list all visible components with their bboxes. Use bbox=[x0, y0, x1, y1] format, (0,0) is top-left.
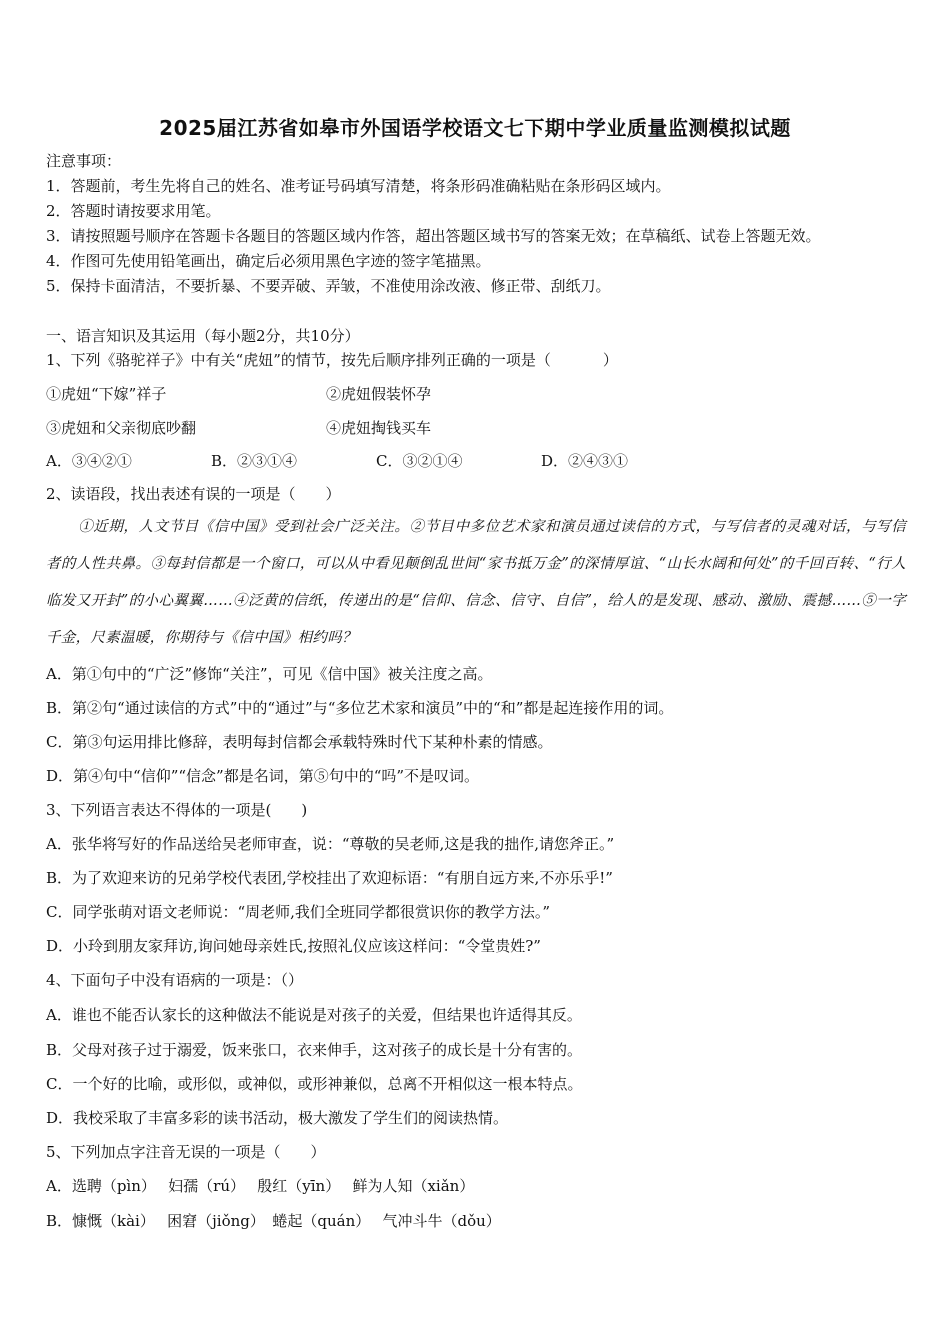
option-d: D．第④句中“信仰”“信念”都是名词，第⑤句中的“吗”不是叹词。 bbox=[46, 767, 480, 785]
option-c: C．一个好的比喻，或形似，或神似，或形神兼似，总离不开相似这一根本特点。 bbox=[46, 1075, 583, 1093]
option-a: A．③④②① bbox=[46, 452, 132, 470]
notice-item: 2．答题时请按要求用笔。 bbox=[46, 202, 221, 220]
question-1-stem bbox=[46, 350, 618, 370]
event-item: ③虎妞和父亲彻底吵翻 bbox=[46, 419, 197, 437]
option-b: B．为了欢迎来访的兄弟学校代表团,学校挂出了欢迎标语：“有朋自远方来,不亦乐乎!” bbox=[46, 869, 613, 887]
passage-text: ①近期，人文节目《信中国》受到社会广泛关注。②节目中多位艺术家和演员通过读信的方式，与写信者的灵魂对话，与写信者的人性共鼻。③每封信都是一个窗口，可以从中看见颠倒乱世间“家书抵万金”的深情厚谊、“山长水阔和何处”的千回百转、“行人临发又开封”的小心翼翼……④泛黄的信纸，传递出的是“信仰、信念、信守、自信”，给人的是发现、感动、激励、震撼……⑤一字千金，尺素温暖，你期待与《信中国》相约吗？ bbox=[46, 519, 906, 646]
question-stem-end: ） bbox=[602, 351, 618, 369]
question-4-stem: 4、下面句子中没有语病的一项是：（） bbox=[46, 971, 304, 989]
notice-item: 1．答题前，考生先将自己的姓名、准考证号码填写清楚，将条形码准确粘贴在条形码区域内。 bbox=[46, 177, 671, 195]
option-a: A．张华将写好的作品送给吴老师审查，说：“尊敬的吴老师,这是我的拙作,请您斧正。” bbox=[46, 835, 615, 853]
question-1-options bbox=[46, 451, 628, 471]
option-c: C．第③句运用排比修辞，表明每封信都会承载特殊时代下某种朴素的情感。 bbox=[46, 733, 553, 751]
option-d: D．我校采取了丰富多彩的读书活动，极大激发了学生们的阅读热情。 bbox=[46, 1109, 509, 1127]
option-a: A．第①句中的“广泛”修饰“关注”，可见《信中国》被关注度之高。 bbox=[46, 665, 493, 683]
option-b: B．父母对孩子过于溺爱，饭来张口，衣来伸手，这对孩子的成长是十分有害的。 bbox=[46, 1041, 583, 1059]
option-b: B．②③①④ bbox=[211, 452, 298, 470]
option-a: A．谁也不能否认家长的这种做法不能说是对孩子的关爱，但结果也许适得其反。 bbox=[46, 1006, 582, 1024]
event-item: ①虎妞“下嫁”祥子 bbox=[46, 385, 167, 403]
notice-heading: 注意事项： bbox=[46, 152, 122, 170]
option-b: B．慷慨（kài） 困窘（jiǒng） 蜷起（quán） 气冲斗牛（dǒu） bbox=[46, 1212, 501, 1230]
page-title: 2025届江苏省如皋市外国语学校语文七下期中学业质量监测模拟试题 bbox=[159, 116, 791, 140]
notice-item: 3．请按照题号顺序在答题卡各题目的答题区域内作答，超出答题区域书写的答案无效；在草稿纸、试卷上答题无效。 bbox=[46, 227, 821, 245]
option-c: C．③②①④ bbox=[376, 452, 463, 470]
option-a: A．选聘（pìn） 妇孺（rú） 殷红（yīn） 鲜为人知（xiǎn） bbox=[46, 1177, 475, 1195]
notice-item: 4．作图可先使用铅笔画出，确定后必须用黑色字迹的签字笔描黑。 bbox=[46, 252, 491, 270]
option-b: B．第②句“通过读信的方式”中的“通过”与“多位艺术家和演员”中的“和”都是起连接作用的词。 bbox=[46, 699, 674, 717]
question-1-items-row bbox=[46, 418, 431, 438]
option-c: C．同学张萌对语文老师说：“周老师,我们全班同学都很赏识你的教学方法。” bbox=[46, 903, 551, 921]
section-heading: 一、语言知识及其运用（每小题2分，共10分） bbox=[46, 327, 360, 345]
option-d: D．小玲到朋友家拜访,询问她母亲姓氏,按照礼仪应该这样问：“令堂贵姓?” bbox=[46, 937, 541, 955]
event-item: ④虎妞掏钱买车 bbox=[326, 419, 432, 437]
question-2-stem: 2、读语段，找出表述有误的一项是（ ） bbox=[46, 485, 341, 503]
question-5-stem: 5、下列加点字注音无误的一项是（ ） bbox=[46, 1143, 326, 1161]
question-1-items-row bbox=[46, 384, 431, 404]
option-d: D．②④③① bbox=[541, 452, 629, 470]
question-stem-text: 1、下列《骆驼祥子》中有关“虎妞”的情节，按先后顺序排列正确的一项是（ bbox=[46, 351, 551, 369]
question-2-passage bbox=[46, 509, 906, 657]
notice-item: 5．保持卡面清洁，不要折暴、不要弄破、弄皱，不准使用涂改液、修正带、刮纸刀。 bbox=[46, 277, 611, 295]
question-3-stem: 3、下列语言表达不得体的一项是( ) bbox=[46, 801, 308, 819]
event-item: ②虎妞假装怀孕 bbox=[326, 385, 432, 403]
